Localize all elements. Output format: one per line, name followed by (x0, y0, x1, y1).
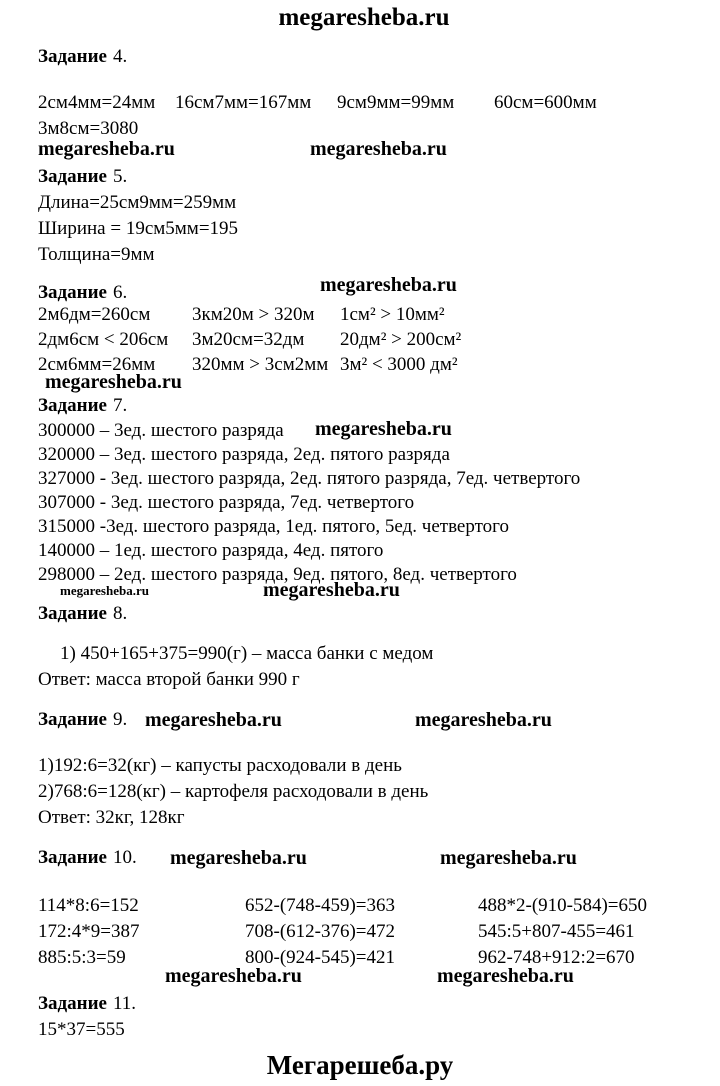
equality: 9см9мм=99мм (337, 92, 455, 113)
task5-title (38, 164, 690, 190)
watermark: megaresheba.ru (38, 138, 175, 160)
comparison: 2дм6см < 206см (38, 329, 169, 350)
watermark: megaresheba.ru (315, 418, 452, 440)
task6-grid (38, 302, 690, 377)
task-number: 11. (112, 993, 137, 1014)
task7-line: 298000 – 2ед. шестого разряда, 9ед. пятого, 8ед. четвертого (38, 564, 517, 585)
task-label: Задание (38, 603, 107, 624)
expression: 800-(924-545)=421 (245, 947, 396, 968)
task7-line: 327000 - 3ед. шестого разряда, 2ед. пятого разряда, 7ед. четвертого (38, 468, 581, 489)
task-number: 10. (112, 847, 137, 868)
comparison: 2см6мм=26мм (38, 354, 156, 375)
expression: 114*8:6=152 (38, 895, 139, 916)
watermark-row (38, 965, 690, 991)
task9-title (38, 707, 690, 733)
task5-line: Ширина = 19см5мм=195 (38, 218, 239, 239)
task5-line: Толщина=9мм (38, 244, 155, 265)
watermark-row (38, 579, 690, 603)
task7-line: 315000 -3ед. шестого разряда, 1ед. пятого, 5ед. четвертого (38, 516, 509, 537)
watermark: megaresheba.ru (310, 138, 447, 160)
equality: 2см4мм=24мм (38, 92, 156, 113)
task6-row (38, 327, 690, 352)
site-header: megaresheba.ru (278, 4, 450, 31)
task10-grid (38, 893, 690, 971)
task-label: Задание (38, 993, 107, 1014)
task-number: 9. (112, 709, 128, 730)
task4-equalities-row (38, 90, 690, 116)
digit-breakdown: 300000 – 3ед. шестого разряда (38, 420, 284, 441)
watermark: megaresheba.ru (145, 709, 282, 731)
watermark: megaresheba.ru (60, 583, 149, 598)
comparison: 2м6дм=260см (38, 304, 151, 325)
watermark-row (38, 371, 690, 397)
task-label: Задание (38, 395, 107, 416)
watermark: megaresheba.ru (170, 847, 307, 869)
expression: 488*2-(910-584)=650 (478, 895, 648, 916)
task7-line: 307000 - 3ед. шестого разряда, 7ед. четвертого (38, 492, 415, 513)
task10-row (38, 893, 690, 919)
equality: 60см=600мм (494, 92, 597, 113)
expression: 962-748+912:2=670 (478, 947, 635, 968)
task7-line: 140000 – 1ед. шестого разряда, 4ед. пятого (38, 540, 384, 561)
comparison: 3км20м > 320м (192, 304, 315, 325)
task10-title (38, 845, 690, 871)
task7-line (38, 419, 690, 443)
site-footer: Мегарешеба.ру (266, 1050, 454, 1080)
expression: 885:5:3=59 (38, 947, 126, 968)
task8-solution: 1) 450+165+375=990(г) – масса банки с медом (60, 643, 434, 664)
task7-line: 320000 – 3ед. шестого разряда, 2ед. пятого разряда (38, 444, 450, 465)
comparison: 3м² < 3000 дм² (340, 354, 458, 375)
watermark: megaresheba.ru (415, 709, 552, 731)
task-label: Задание (38, 46, 107, 67)
expression: 545:5+807-455=461 (478, 921, 635, 942)
task-label: Задание (38, 709, 107, 730)
task8-title (38, 601, 690, 627)
watermark: megaresheba.ru (165, 965, 302, 987)
equality: 16см7мм=167мм (175, 92, 312, 113)
watermark: megaresheba.ru (45, 371, 182, 393)
watermark: megaresheba.ru (440, 847, 577, 869)
task11-title (38, 991, 690, 1017)
comparison: 1см² > 10мм² (340, 304, 445, 325)
task-number: 8. (112, 603, 128, 624)
task11-line: 15*37=555 (38, 1019, 125, 1040)
comparison: 3м20см=32дм (192, 329, 305, 350)
watermark: megaresheba.ru (320, 274, 457, 296)
task9-answer: Ответ: 32кг, 128кг (38, 807, 185, 828)
watermark-row (38, 138, 690, 164)
task-number: 5. (112, 166, 128, 187)
watermark: megaresheba.ru (437, 965, 574, 987)
watermark: megaresheba.ru (263, 579, 400, 601)
task9-solution: 2)768:6=128(кг) – картофеля расходовали в день (38, 781, 429, 802)
task10-row (38, 919, 690, 945)
task9-solution: 1)192:6=32(кг) – капусты расходовали в день (38, 755, 402, 776)
task8-answer: Ответ: масса второй банки 990 г (38, 669, 300, 690)
task-label: Задание (38, 847, 107, 868)
expression: 172:4*9=387 (38, 921, 140, 942)
task-number: 7. (112, 395, 128, 416)
comparison: 20дм² > 200см² (340, 329, 462, 350)
expression: 708-(612-376)=472 (245, 921, 396, 942)
expression: 652-(748-459)=363 (245, 895, 396, 916)
task6-title (38, 274, 690, 306)
comparison: 320мм > 3см2мм (192, 354, 329, 375)
task-label: Задание (38, 282, 107, 303)
task4-title (38, 44, 690, 70)
task-number: 4. (112, 46, 128, 67)
task4-line2: 3м8см=3080 (38, 118, 139, 139)
task5-line: Длина=25см9мм=259мм (38, 192, 237, 213)
task-number: 6. (112, 282, 128, 303)
task-label: Задание (38, 166, 107, 187)
